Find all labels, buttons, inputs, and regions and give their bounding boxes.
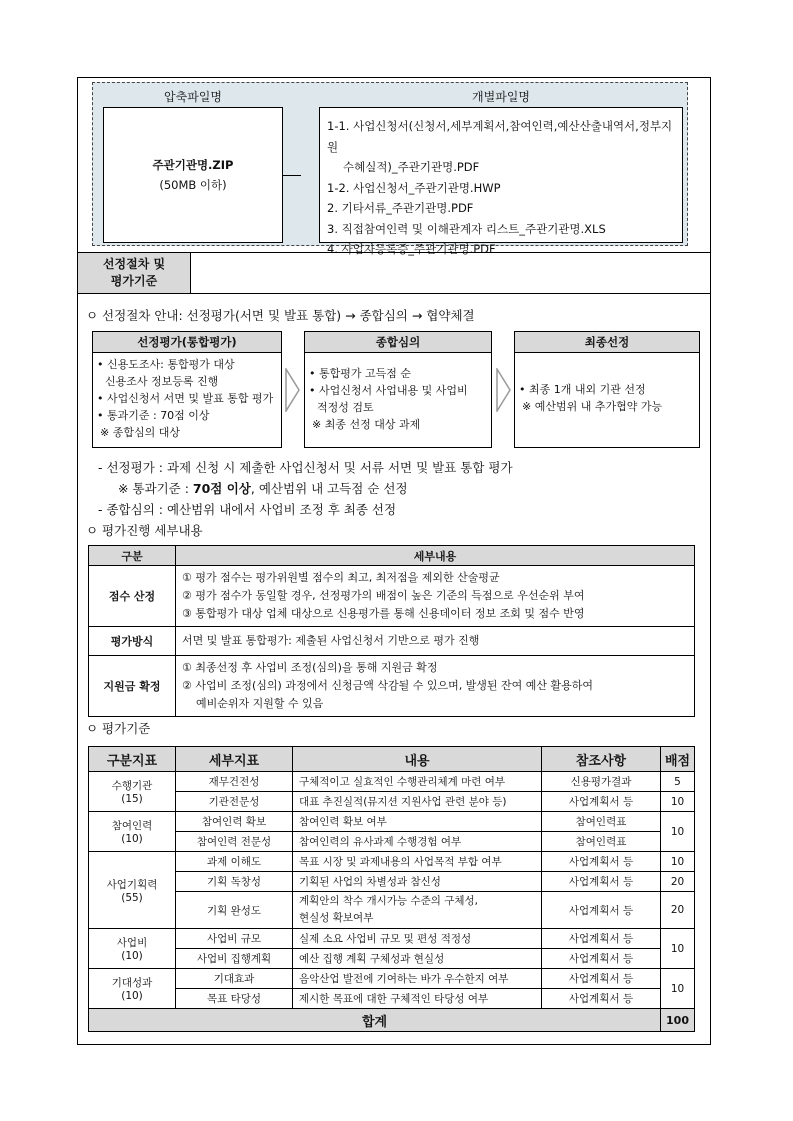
content-cell: 참여인력의 유사과제 수행경험 여부: [293, 832, 542, 852]
process-title: 선정평가(통합평가): [93, 332, 281, 353]
arrow-icon: [285, 368, 301, 412]
col-header: 구분지표: [89, 747, 176, 772]
row-key: 점수 산정: [89, 566, 176, 627]
process-line: • 사업신청서 서면 및 발표 통합 평가: [97, 392, 274, 405]
process-line: 적정성 검토: [317, 401, 374, 414]
criteria-title: ㅇ 평가기준: [86, 721, 151, 736]
process-line: • 통합평가 고득점 순: [309, 367, 411, 380]
ref-cell: 참여인력표: [542, 812, 661, 832]
score-cell: 5: [661, 772, 695, 792]
ref-cell: 신용평가결과: [542, 772, 661, 792]
process-line: • 사업신청서 사업내용 및 사업비: [309, 384, 468, 397]
ref-cell: 사업계획서 등: [542, 852, 661, 872]
col-header: 배점: [661, 747, 695, 772]
ref-cell: 사업계획서 등: [542, 929, 661, 949]
process-title: 최종선정: [515, 332, 699, 353]
connector-line: [283, 175, 301, 176]
note-review: - 종합심의 : 예산범위 내에서 사업비 조정 후 최종 선정: [98, 502, 397, 517]
ref-cell: 사업계획서 등: [542, 969, 661, 989]
zip-box: [103, 107, 283, 243]
group-cell: 수행기관 (15): [89, 772, 176, 812]
process-line: • 통과기준 : 70점 이상: [97, 409, 210, 422]
score-cell: 20: [661, 872, 695, 892]
content-cell: 대표 추진실적(뮤지션 지원사업 관련 분야 등): [293, 792, 542, 812]
file-item: 4. 사업자등록증_주관기관명.PDF: [327, 242, 496, 256]
criteria-table: [88, 746, 695, 1032]
zip-header: 압축파일명: [164, 90, 222, 104]
procedure-intro: ㅇ 선정절차 안내: 선정평가(서면 및 발표 통합) → 종합심의 → 협약체결: [86, 308, 475, 323]
file-item: 3. 직접참여인력 및 이해관계자 리스트_주관기관명.XLS: [327, 221, 606, 236]
content-cell: 참여인력 확보 여부: [293, 812, 542, 832]
sub-indicator: 기관전문성: [176, 792, 293, 812]
row-key: 지원금 확정: [89, 656, 176, 717]
sub-indicator: 목표 타당성: [176, 989, 293, 1009]
detail-title: ㅇ 평가진행 세부내용: [86, 523, 203, 538]
process-line: • 최종 1개 내외 기관 선정: [519, 383, 646, 396]
process-line: ※ 종합심의 대상: [100, 426, 180, 439]
file-item-cont: 수혜실적)_주관기관명.PDF: [343, 160, 480, 174]
score-cell: 10: [661, 852, 695, 872]
sub-indicator: 기대효과: [176, 969, 293, 989]
process-box-review: [304, 331, 492, 448]
score-cell: 10: [661, 792, 695, 812]
score-cell: 10: [661, 969, 695, 1009]
section-header-row: [78, 252, 710, 294]
content-cell: 제시한 목표에 대한 구체적인 타당성 여부: [293, 989, 542, 1009]
ref-cell: 참여인력표: [542, 832, 661, 852]
content-cell: 목표 시장 및 과제내용의 사업목적 부합 여부: [293, 852, 542, 872]
sub-indicator: 참여인력 확보: [176, 812, 293, 832]
content-cell: 예산 집행 계획 구체성과 현실성: [293, 949, 542, 969]
section-label: 선정절차 및 평가기준: [78, 253, 191, 293]
file-item: 2. 기타서류_주관기관명.PDF: [327, 201, 474, 215]
content-cell: 음악산업 발전에 기여하는 바가 우수한지 여부: [293, 969, 542, 989]
process-box-evaluation: [92, 331, 282, 448]
file-list: [319, 107, 683, 256]
col-header: 세부내용: [176, 546, 695, 566]
content-cell: 구체적이고 실효적인 수행관리체계 마련 여부: [293, 772, 542, 792]
process-line: ※ 최종 선정 대상 과제: [312, 418, 421, 431]
process-title: 종합심의: [305, 332, 491, 353]
sub-indicator: 사업비 집행계획: [176, 949, 293, 969]
arrow-icon: [496, 368, 512, 412]
sub-indicator: 참여인력 전문성: [176, 832, 293, 852]
col-header: 참조사항: [542, 747, 661, 772]
content-cell: 계획안의 착수 개시가능 수준의 구체성, 현실성 확보여부: [293, 892, 542, 929]
row-value: ① 최종선정 후 사업비 조정(심의)을 통해 지원금 확정 ② 사업비 조정(심의) 과정에서 신청금액 삭감될 수 있으며, 발생된 잔여 예산 활용하여 예비순위자 지원할 수 있음: [176, 656, 695, 717]
ref-cell: 사업계획서 등: [542, 792, 661, 812]
col-header: 구분: [89, 546, 176, 566]
score-cell: 10: [661, 929, 695, 969]
total-score: 100: [661, 1009, 695, 1032]
total-label: 합계: [89, 1009, 661, 1032]
ref-cell: 사업계획서 등: [542, 949, 661, 969]
row-value: ① 평가 점수는 평가위원별 점수의 최고, 최저점을 제외한 산술평균 ② 평가 점수가 동일할 경우, 선정평가의 배점이 높은 기준의 득점으로 우선순위 부여 ③ 통합평가 대상 업체 대상으로 신용평가를 통해 신용데이터 정보 조회 및 점수 반영: [176, 566, 695, 627]
col-header: 내용: [293, 747, 542, 772]
ref-cell: 사업계획서 등: [542, 872, 661, 892]
note-pass-criteria: ※ 통과기준 : 70점 이상, 예산범위 내 고득점 순 선정: [118, 481, 408, 496]
group-cell: 참여인력 (10): [89, 812, 176, 852]
file-structure-box: [92, 82, 688, 256]
list-header: 개별파일명: [472, 90, 530, 104]
group-cell: 기대성과 (10): [89, 969, 176, 1009]
sub-indicator: 과제 이해도: [176, 852, 293, 872]
zip-name: 주관기관명.ZIP: [152, 158, 234, 172]
score-cell: 10: [661, 812, 695, 852]
group-cell: 사업기획력 (55): [89, 852, 176, 929]
file-item: 1-2. 사업신청서_주관기관명.HWP: [327, 180, 501, 195]
sub-indicator: 기획 완성도: [176, 892, 293, 929]
process-line: • 신용도조사: 통합평가 대상: [97, 358, 235, 371]
ref-cell: 사업계획서 등: [542, 989, 661, 1009]
process-line: 신용조사 정보등록 진행: [105, 375, 219, 388]
row-value: 서면 및 발표 통합평가: 제출된 사업신청서 기반으로 평가 진행: [176, 627, 695, 656]
document-frame: [77, 77, 711, 1045]
sub-indicator: 사업비 규모: [176, 929, 293, 949]
note-evaluation: - 선정평가 : 과제 신청 시 제출한 사업신청서 및 서류 서면 및 발표 통합 평가: [98, 460, 513, 475]
detail-table: [88, 545, 695, 717]
process-line: ※ 예산범위 내 추가협약 가능: [522, 400, 663, 413]
col-header: 세부지표: [176, 747, 293, 772]
process-box-final: [514, 331, 700, 448]
score-cell: 20: [661, 892, 695, 929]
file-item: 1-1. 사업신청서(신청서,세부계획서,참여인력,예산산출내역서,정부지원: [327, 119, 673, 154]
sub-indicator: 기획 독창성: [176, 872, 293, 892]
sub-indicator: 재무건전성: [176, 772, 293, 792]
ref-cell: 사업계획서 등: [542, 892, 661, 929]
content-cell: 기획된 사업의 차별성과 참신성: [293, 872, 542, 892]
content-cell: 실제 소요 사업비 규모 및 편성 적정성: [293, 929, 542, 949]
zip-size: (50MB 이하): [159, 178, 227, 192]
group-cell: 사업비 (10): [89, 929, 176, 969]
row-key: 평가방식: [89, 627, 176, 656]
